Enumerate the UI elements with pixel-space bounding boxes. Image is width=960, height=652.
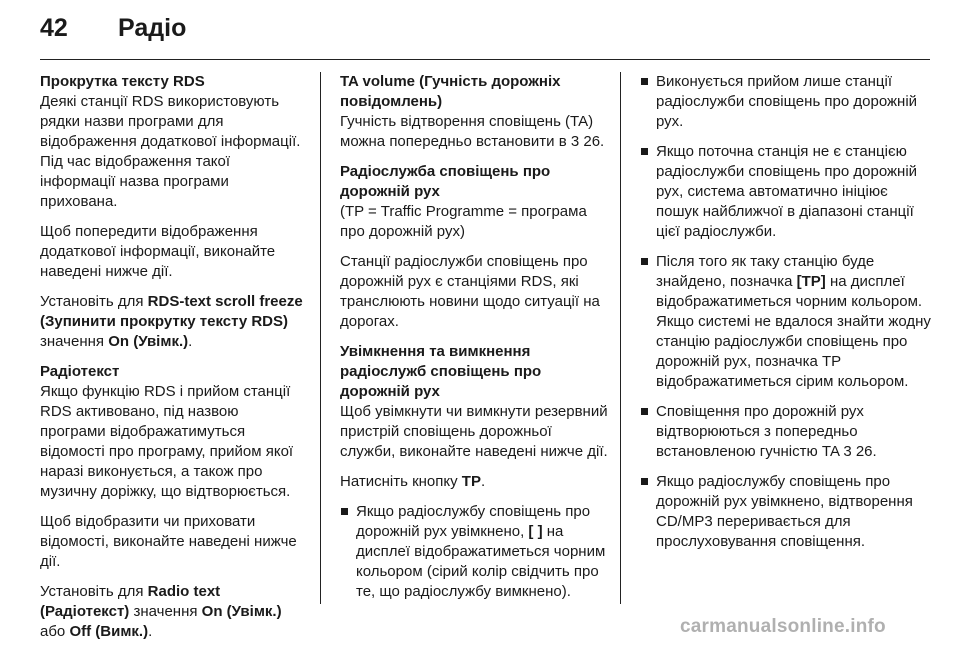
press-tp-instruction bbox=[340, 472, 610, 492]
show-hide-text: Щоб відобразити чи приховати відомості, виконайте наведені нижче дії. bbox=[40, 513, 297, 570]
column-divider-1 bbox=[320, 72, 321, 604]
bullet-text: Сповіщення про дорожній рух відтворюються з попередньо встановленою гучністю TA bbox=[656, 403, 864, 460]
instruction-mid: значення bbox=[129, 603, 202, 620]
ta-volume-section bbox=[340, 72, 610, 152]
list-item bbox=[640, 252, 932, 392]
instruction-or: або bbox=[40, 623, 70, 640]
prevent-text: Щоб попередити відображення додаткової інформації, виконайте наведені нижче дії. bbox=[40, 223, 276, 280]
instruction-prefix: Установіть для bbox=[40, 293, 148, 310]
page-reference: 3 26 bbox=[570, 133, 601, 150]
list-item bbox=[640, 402, 932, 462]
traffic-stations-text: Станції радіослужби сповіщень про дорожній рух є станціями RDS, які транслюють новини щодо ситуації на дорогах. bbox=[340, 253, 600, 330]
setting-on-value: On (Увімк.) bbox=[108, 333, 189, 350]
tp-button-label: TP bbox=[461, 473, 481, 490]
bullet-text-end: на дисплеї відображатиметься чорним кольором. Якщо системі не вдалося знайти жодну станцію радіослужби сповіщень про дорожній рух, позначка TP відображатиметься сірим кольором. bbox=[656, 273, 931, 390]
traffic-service-heading: Радіослужба сповіщень про дорожній рух bbox=[340, 163, 551, 200]
rds-scroll-heading: Прокрутка тексту RDS bbox=[40, 73, 205, 90]
bullet-text-end: . bbox=[872, 443, 877, 460]
ta-volume-heading: TA volume (Гучність дорожніх повідомлень) bbox=[340, 73, 561, 110]
rds-scroll-section bbox=[40, 72, 308, 212]
list-item: Якщо поточна станція не є станцією радіослужби сповіщень про дорожній рух, система автоматично ініціює пошук найближчої в діапазоні станції цієї радіослужби. bbox=[640, 142, 932, 242]
watermark: carmanualsonline.info bbox=[680, 616, 886, 637]
column-3 bbox=[640, 72, 932, 562]
instruction-end: . bbox=[188, 333, 193, 350]
ta-volume-text: Гучність відтворення сповіщень (TA) можна попередньо встановити в bbox=[340, 113, 594, 150]
instruction-prefix: Установіть для bbox=[40, 583, 148, 600]
rds-scroll-instruction bbox=[40, 292, 308, 352]
radiotext-text: Якщо функцію RDS і прийом станції RDS активовано, під назвою програми відображатимуться відомості про програму, прийом якої наразі виконується, а також про музичну доріжку, що відтворюється. bbox=[40, 383, 294, 500]
instruction-end: . bbox=[148, 623, 153, 640]
column-1 bbox=[40, 72, 308, 652]
tp-indicator-label: [TP] bbox=[796, 273, 826, 290]
radiotext-instruction bbox=[40, 582, 308, 642]
instruction-prefix: Натисніть кнопку bbox=[340, 473, 462, 490]
instruction-mid: значення bbox=[40, 333, 109, 350]
toggle-text: Щоб увімкнути чи вимкнути резервний пристрій сповіщень дорожньої служби, виконайте наведені нижче дії. bbox=[340, 403, 608, 460]
toggle-section bbox=[340, 342, 610, 462]
radiotext-setting: Radio text (Радіотекст) bbox=[40, 583, 221, 620]
bullet-text: Після того як таку станцію буде знайдено, позначка bbox=[656, 253, 875, 290]
bullet-text-end: на дисплеї відображатиметься чорним кольором (сірий колір свідчить про те, що радіослужбу вимкнено). bbox=[356, 523, 606, 600]
radiotext-section bbox=[40, 362, 308, 502]
bullet-text: Якщо радіослужбу сповіщень про дорожній рух увімкнено, bbox=[356, 503, 591, 540]
page-number: 42 bbox=[40, 14, 68, 42]
list-item bbox=[340, 502, 610, 602]
tp-bullet-list bbox=[340, 502, 610, 602]
page-title: Радіо bbox=[118, 14, 187, 42]
column-divider-2 bbox=[620, 72, 621, 604]
list-item: Якщо радіослужбу сповіщень про дорожній рух увімкнено, відтворення CD/MP3 переривається для прослуховування сповіщення. bbox=[640, 472, 932, 552]
page-reference: 3 26 bbox=[843, 443, 873, 460]
traffic-bullet-list bbox=[640, 72, 932, 552]
radiotext-heading: Радіотекст bbox=[40, 363, 120, 380]
traffic-service-text: (TP = Traffic Programme = програма про дорожній рух) bbox=[340, 203, 587, 240]
traffic-service-section bbox=[340, 162, 610, 242]
instruction-end: . bbox=[480, 473, 486, 490]
list-item: Виконується прийом лише станції радіослужби сповіщень про дорожній рух. bbox=[640, 72, 932, 132]
tp-indicator-label: [ ] bbox=[528, 523, 543, 540]
rds-scroll-text: Деякі станції RDS використовують рядки назви програми для відображення додаткової інформації. Під час відображення такої інформації назва програми прихована. bbox=[40, 93, 301, 210]
rds-scroll-setting: RDS-text scroll freeze (Зупинити прокрутку тексту RDS) bbox=[40, 293, 303, 330]
toggle-heading: Увімкнення та вимкнення радіослужб сповіщень про дорожній рух bbox=[340, 343, 542, 400]
setting-off-value: Off (Вимк.) bbox=[69, 623, 149, 640]
setting-on-value: On (Увімк.) bbox=[201, 603, 282, 620]
column-2 bbox=[340, 72, 610, 612]
page-header bbox=[40, 14, 920, 50]
sentence-end: . bbox=[600, 133, 605, 150]
header-divider bbox=[40, 59, 930, 60]
